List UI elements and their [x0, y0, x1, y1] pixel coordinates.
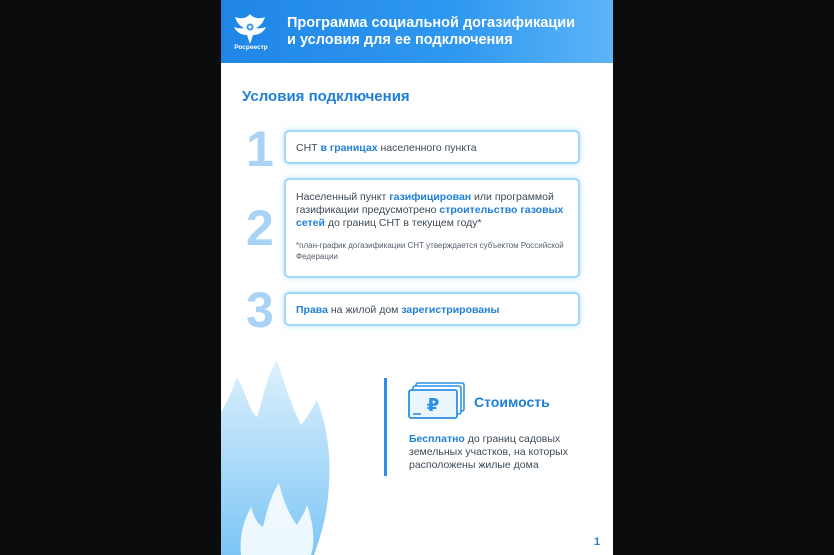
condition-highlight: газифицирован	[389, 191, 472, 203]
svg-text:₽: ₽	[426, 395, 440, 416]
cost-description	[409, 433, 594, 472]
section-title: Условия подключения	[242, 88, 410, 105]
cost-accent-bar	[384, 378, 387, 476]
condition-text: или программой газификации предусмотрено	[296, 191, 554, 216]
gas-flame-icon	[221, 355, 331, 555]
title-line-1: Программа социальной догазификации	[287, 15, 576, 31]
condition-text: на жилой дом	[327, 304, 402, 316]
condition-number-3: 3	[246, 282, 274, 338]
condition-text-block	[296, 191, 568, 230]
condition-number-2: 2	[246, 200, 274, 256]
condition-card-3	[284, 292, 580, 326]
condition-highlight: в границах	[320, 142, 378, 154]
logo-text: Росреестр	[234, 44, 268, 51]
document-page	[221, 0, 613, 555]
title-line-2: и условия для ее подключения	[287, 32, 513, 48]
condition-highlight: Права	[296, 304, 328, 316]
page-header	[221, 0, 613, 63]
page-title	[287, 15, 607, 49]
cost-title: Стоимость	[474, 394, 550, 410]
condition-text: населенного пункта	[377, 142, 477, 154]
cost-highlight: Бесплатно	[409, 433, 465, 445]
condition-number-1: 1	[246, 121, 274, 177]
cost-text: до границ садовых земельных участков, на которых расположены жилые дома	[409, 433, 568, 471]
condition-card-2	[284, 178, 580, 278]
condition-footnote: *план-график догазификации СНТ утверждается субъектом Российской Федерации	[296, 241, 564, 261]
page-number: 1	[594, 536, 601, 548]
ruble-banknote-icon	[408, 382, 466, 420]
condition-text: до границ СНТ в текущем году*	[324, 217, 482, 229]
condition-highlight: зарегистрированы	[401, 304, 500, 316]
condition-text: Населенный пункт	[296, 191, 390, 203]
condition-card-1	[284, 130, 580, 164]
condition-text: СНТ	[296, 142, 321, 154]
condition-highlight: строительство газовых сетей	[296, 204, 564, 229]
